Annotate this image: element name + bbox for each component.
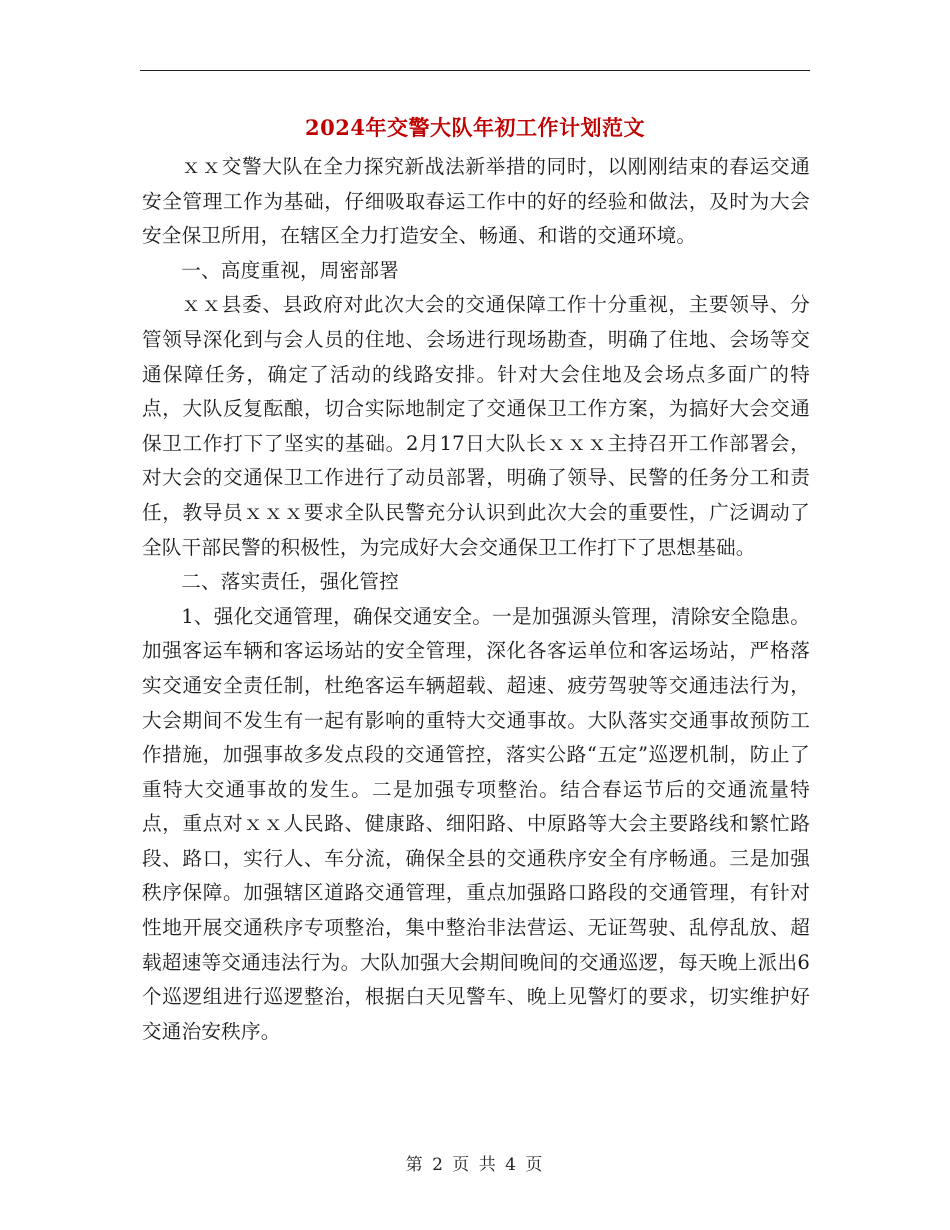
page-number-footer: 第 2 页 共 4 页: [405, 1155, 545, 1175]
section-heading-2: 二、落实责任，强化管控: [181, 570, 399, 594]
section-2-paragraph: 1、强化交通管理，确保交通安全。一是加强源头管理，清除安全隐患。加强客运车辆和客运场站的安全管理，深化各客运单位和客运场站，严格落实交通安全责任制，杜绝客运车辆超载、超速、疲劳驾驶等交通违法行为，大会期间不发生有一起有影响的重特大交通事故。大队落实交通事故预防工作措施，加强事故多发点段的交通管控，落实公路“五定”巡逻机制，防止了重特大交通事故的发生。二是加强专项整治。结合春运节后的交通流量特点，重点对ｘｘ人民路、健康路、细阳路、中原路等大会主要路线和繁忙路段、路口，实行人、车分流，确保全县的交通秩序安全有序畅通。三是加强秩序保障。加强辖区道路交通管理，重点加强路口路段的交通管理，有针对性地开展交通秩序专项整治，集中整治非法营运、无证驾驶、乱停乱放、超载超速等交通违法行为。大队加强大会期间晚间的交通巡逻，每天晚上派出6个巡逻组进行巡逻整治，根据白天见警车、晚上见警灯的要求，切实维护好交通治安秩序。: [142, 604, 810, 1043]
document-title: 2024年交警大队年初工作计划范文: [305, 115, 645, 140]
header-rule: [140, 70, 810, 71]
section-1-paragraph: ｘｘ县委、县政府对此次大会的交通保障工作十分重视，主要领导、分管领导深化到与会人员的住地、会场进行现场勘查，明确了住地、会场等交通保障任务，确定了活动的线路安排。针对大会住地及会场点多面广的特点，大队反复酝酿，切合实际地制定了交通保卫工作方案，为搞好大会交通保卫工作打下了坚实的基础。2月17日大队长ｘｘｘ主持召开工作部署会，对大会的交通保卫工作进行了动员部署，明确了领导、民警的任务分工和责任，教导员ｘｘｘ要求全队民警充分认识到此次大会的重要性，广泛调动了全队干部民警的积极性，为完成好大会交通保卫工作打下了思想基础。: [142, 293, 810, 559]
document-body: [142, 150, 810, 1049]
intro-paragraph: ｘｘ交警大队在全力探究新战法新举措的同时，以刚刚结束的春运交通安全管理工作为基础，仔细吸取春运工作中的好的经验和做法，及时为大会安全保卫所用，在辖区全力打造安全、畅通、和谐的交通环境。: [142, 155, 810, 248]
section-heading-1: 一、高度重视，周密部署: [181, 258, 399, 282]
